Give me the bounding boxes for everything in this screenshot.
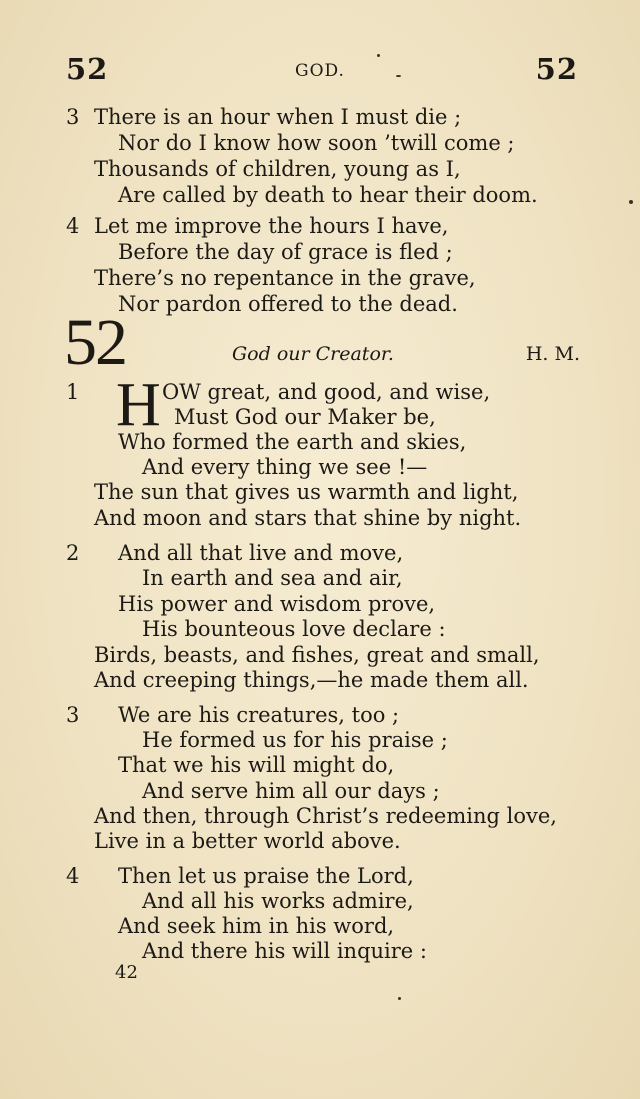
verse-line: His power and wisdom prove, xyxy=(118,592,436,616)
verse-line: We are his creatures, too ; xyxy=(118,703,400,727)
verse-number: 1 xyxy=(66,380,80,404)
verse-number: 3 xyxy=(66,105,80,129)
verse-line: And all his works admire, xyxy=(142,889,414,913)
signature-mark: 42 xyxy=(115,962,138,983)
verse-number: 3 xyxy=(66,703,80,727)
drop-cap: H xyxy=(116,371,161,439)
verse-line: Who formed the earth and skies, xyxy=(118,430,467,454)
hymn-number: 52 xyxy=(64,306,126,379)
paper-speck xyxy=(398,997,401,1000)
paper-speck xyxy=(629,200,633,204)
verse-line: Let me improve the hours I have, xyxy=(94,214,449,238)
verse-line: And creeping things,—he made them all. xyxy=(94,668,529,692)
verse-number: 4 xyxy=(66,864,80,888)
verse-line: That we his will might do, xyxy=(118,753,395,777)
verse-line: And moon and stars that shine by night. xyxy=(94,506,522,530)
verse-line: He formed us for his praise ; xyxy=(142,728,448,752)
verse-number: 4 xyxy=(66,214,80,238)
paper-speck xyxy=(377,54,380,57)
verse-line: And then, through Christ’s redeeming love, xyxy=(94,804,557,828)
page-number-right: 52 xyxy=(535,52,578,86)
verse-line: Live in a better world above. xyxy=(94,829,401,853)
hymn-title: God our Creator. xyxy=(232,343,394,365)
page-number-left: 52 xyxy=(66,52,109,86)
verse-line: In earth and sea and air, xyxy=(142,566,403,590)
verse-line: And all that live and move, xyxy=(118,541,404,565)
verse-line: His bounteous love declare : xyxy=(142,617,446,641)
verse-line: Must God our Maker be, xyxy=(174,405,436,429)
verse-line: And there his will inquire : xyxy=(142,939,427,963)
verse-line: And seek him in his word, xyxy=(118,914,395,938)
verse-line: Before the day of grace is fled ; xyxy=(118,240,453,264)
verse-line: There’s no repentance in the grave, xyxy=(94,266,476,290)
verse-line: OW great, and good, and wise, xyxy=(162,380,491,404)
paper-speck xyxy=(396,75,401,77)
running-title: GOD. xyxy=(295,61,345,81)
verse-line: Thousands of children, young as I, xyxy=(94,157,461,181)
verse-line: Birds, beasts, and fishes, great and small, xyxy=(94,643,540,667)
hymn-meter: H. M. xyxy=(525,343,580,365)
verse-line: And every thing we see !— xyxy=(142,455,428,479)
verse-number: 2 xyxy=(66,541,80,565)
verse-line: And serve him all our days ; xyxy=(142,779,440,803)
verse-line: The sun that gives us warmth and light, xyxy=(94,480,519,504)
verse-line: Nor pardon offered to the dead. xyxy=(118,292,458,316)
verse-line: Then let us praise the Lord, xyxy=(118,864,414,888)
verse-line: Are called by death to hear their doom. xyxy=(118,183,538,207)
verse-line: Nor do I know how soon ’twill come ; xyxy=(118,131,515,155)
verse-line: There is an hour when I must die ; xyxy=(94,105,462,129)
